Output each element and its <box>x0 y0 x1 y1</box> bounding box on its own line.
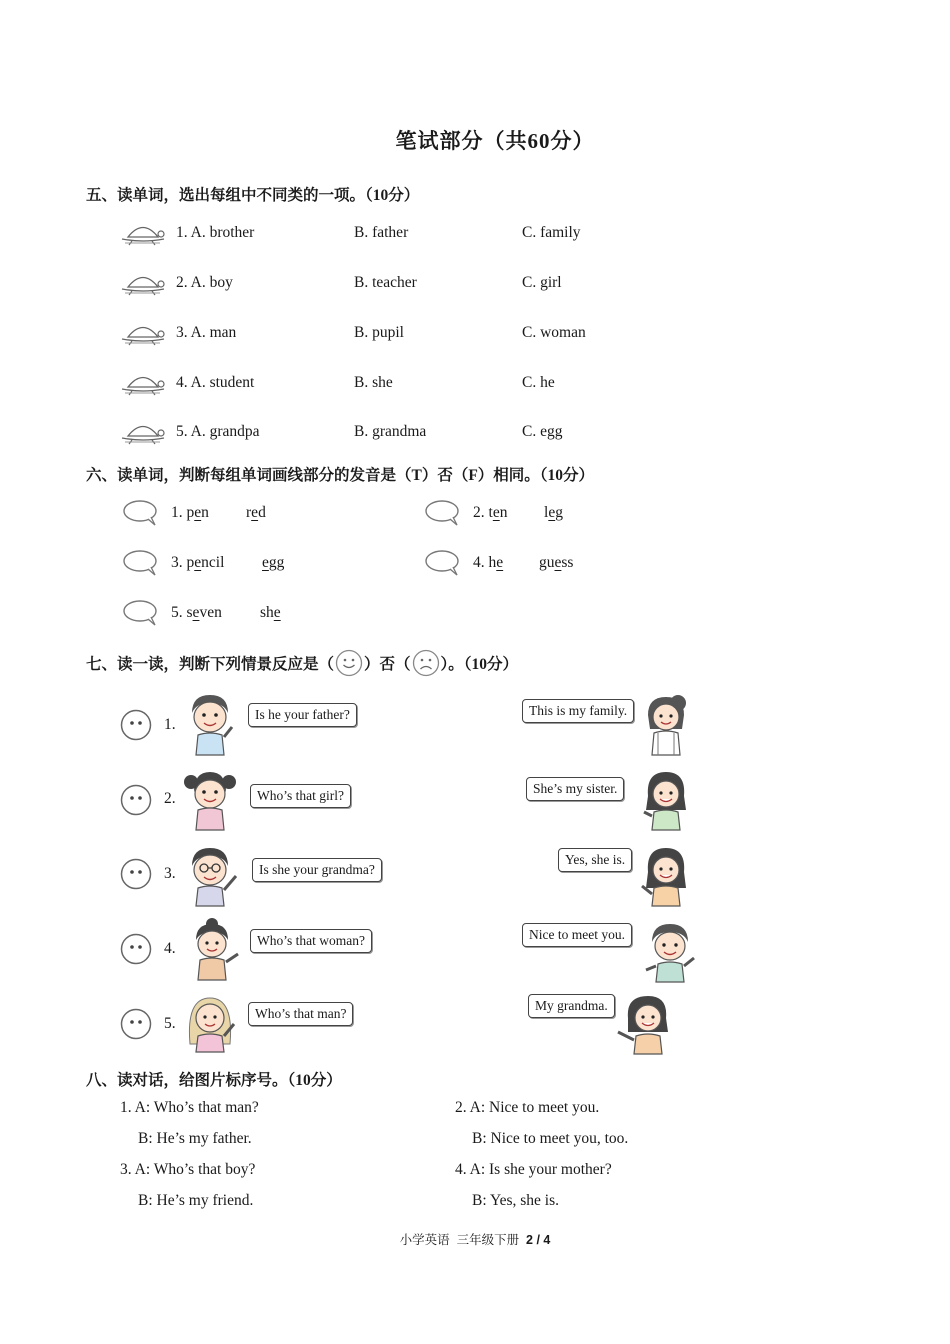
item-number: 4. <box>164 940 176 957</box>
speech-bubble: Nice to meet you. <box>522 923 632 947</box>
answer-bubble-icon[interactable] <box>122 600 160 626</box>
page-title: 笔试部分（共60分） <box>395 129 595 153</box>
dialog-line: B: He’s my friend. <box>138 1192 254 1209</box>
option-a: 3. A. man <box>176 324 237 341</box>
item-number: 4. <box>473 554 485 571</box>
answer-face-icon[interactable] <box>120 709 152 741</box>
option-c: C. family <box>522 224 581 241</box>
answer-face-icon[interactable] <box>120 933 152 965</box>
dialog-line: 3. A: Who’s that boy? <box>120 1161 256 1178</box>
item-number: 1. <box>164 716 176 733</box>
answer-bubble-icon[interactable] <box>424 550 462 576</box>
option-c: C. woman <box>522 324 586 341</box>
speech-bubble: She’s my sister. <box>526 777 624 801</box>
word-1: seven <box>186 604 222 621</box>
item-number: 1. <box>171 504 183 521</box>
word-1: pen <box>186 504 209 521</box>
section7-heading: 七、读一读，判断下列情景反应是（ ）否（ ）。（10分） <box>86 652 518 675</box>
footer-text: 小学英语 三年级下册 <box>399 1233 527 1247</box>
option-b: B. she <box>354 374 393 391</box>
item-number: 2. <box>164 790 176 807</box>
option-a: 4. A. student <box>176 374 255 391</box>
word-2: egg <box>262 554 285 571</box>
option-b: B. pupil <box>354 324 404 341</box>
option-c: C. egg <box>522 423 563 440</box>
speech-bubble: Yes, she is. <box>558 848 632 872</box>
dialog-line: 2. A: Nice to meet you. <box>455 1099 600 1116</box>
word-1: ten <box>488 504 508 521</box>
section6-heading: 六、读单词，判断每组单词画线部分的发音是（T）否（F）相同。（10分） <box>86 467 595 484</box>
answer-face-icon[interactable] <box>120 784 152 816</box>
page-footer <box>0 1230 950 1248</box>
speech-bubble: Who’s that man? <box>248 1002 353 1026</box>
answer-face-icon[interactable] <box>120 1008 152 1040</box>
option-a: 1. A. brother <box>176 224 255 241</box>
item-number: 5. <box>164 1015 176 1032</box>
item-number: 2. <box>473 504 485 521</box>
turtle-icon <box>120 419 166 445</box>
smiley-face-icon <box>335 649 363 677</box>
speech-bubble: Is she your grandma? <box>252 858 382 882</box>
page-number: 2 / 4 <box>526 1233 551 1247</box>
option-c: C. he <box>522 374 555 391</box>
section5-heading: 五、读单词，选出每组中不同类的一项。（10分） <box>86 187 420 204</box>
item-number: 3. <box>171 554 183 571</box>
girl-cartoon-icon <box>640 693 690 755</box>
turtle-icon <box>120 220 166 246</box>
girl-cartoon-icon <box>640 846 690 906</box>
girl-cartoon-icon <box>640 770 690 830</box>
option-b: B. grandma <box>354 423 427 440</box>
turtle-icon <box>120 320 166 346</box>
option-a: 5. A. grandpa <box>176 423 260 440</box>
answer-face-icon[interactable] <box>120 858 152 890</box>
item-number: 5. <box>171 604 183 621</box>
speech-bubble: Is he your father? <box>248 703 357 727</box>
sad-face-icon <box>412 649 440 677</box>
dialog-line: B: Yes, she is. <box>472 1192 559 1209</box>
speech-bubble: Who’s that woman? <box>250 929 372 953</box>
dialog-line: 4. A: Is she your mother? <box>455 1161 612 1178</box>
word-2: leg <box>544 504 563 521</box>
answer-bubble-icon[interactable] <box>122 500 160 526</box>
boy-with-glasses-cartoon-icon <box>184 846 240 906</box>
speech-bubble: Who’s that girl? <box>250 784 351 808</box>
option-b: B. teacher <box>354 274 417 291</box>
item-number: 3. <box>164 865 176 882</box>
girl-cartoon-icon <box>184 770 236 830</box>
turtle-icon <box>120 270 166 296</box>
answer-bubble-icon[interactable] <box>424 500 462 526</box>
girl-cartoon-icon <box>184 994 238 1052</box>
boy-cartoon-icon <box>644 920 696 982</box>
word-1: pencil <box>186 554 225 571</box>
word-2: she <box>260 604 281 621</box>
word-1: he <box>488 554 504 571</box>
dialog-line: B: Nice to meet you, too. <box>472 1130 629 1147</box>
word-2: guess <box>539 554 574 571</box>
dialog-line: B: He’s my father. <box>138 1130 252 1147</box>
option-b: B. father <box>354 224 409 241</box>
boy-cartoon-icon <box>184 693 236 755</box>
turtle-icon <box>120 370 166 396</box>
speech-bubble: This is my family. <box>522 699 634 723</box>
speech-bubble: My grandma. <box>528 994 615 1018</box>
dialog-line: 1. A: Who’s that man? <box>120 1099 259 1116</box>
answer-bubble-icon[interactable] <box>122 550 160 576</box>
word-2: red <box>246 504 266 521</box>
option-a: 2. A. boy <box>176 274 233 291</box>
option-c: C. girl <box>522 274 562 291</box>
girl-cartoon-icon <box>186 918 242 980</box>
girl-cartoon-icon <box>616 992 672 1054</box>
section8-heading: 八、读对话，给图片标序号。（10分） <box>86 1072 342 1089</box>
